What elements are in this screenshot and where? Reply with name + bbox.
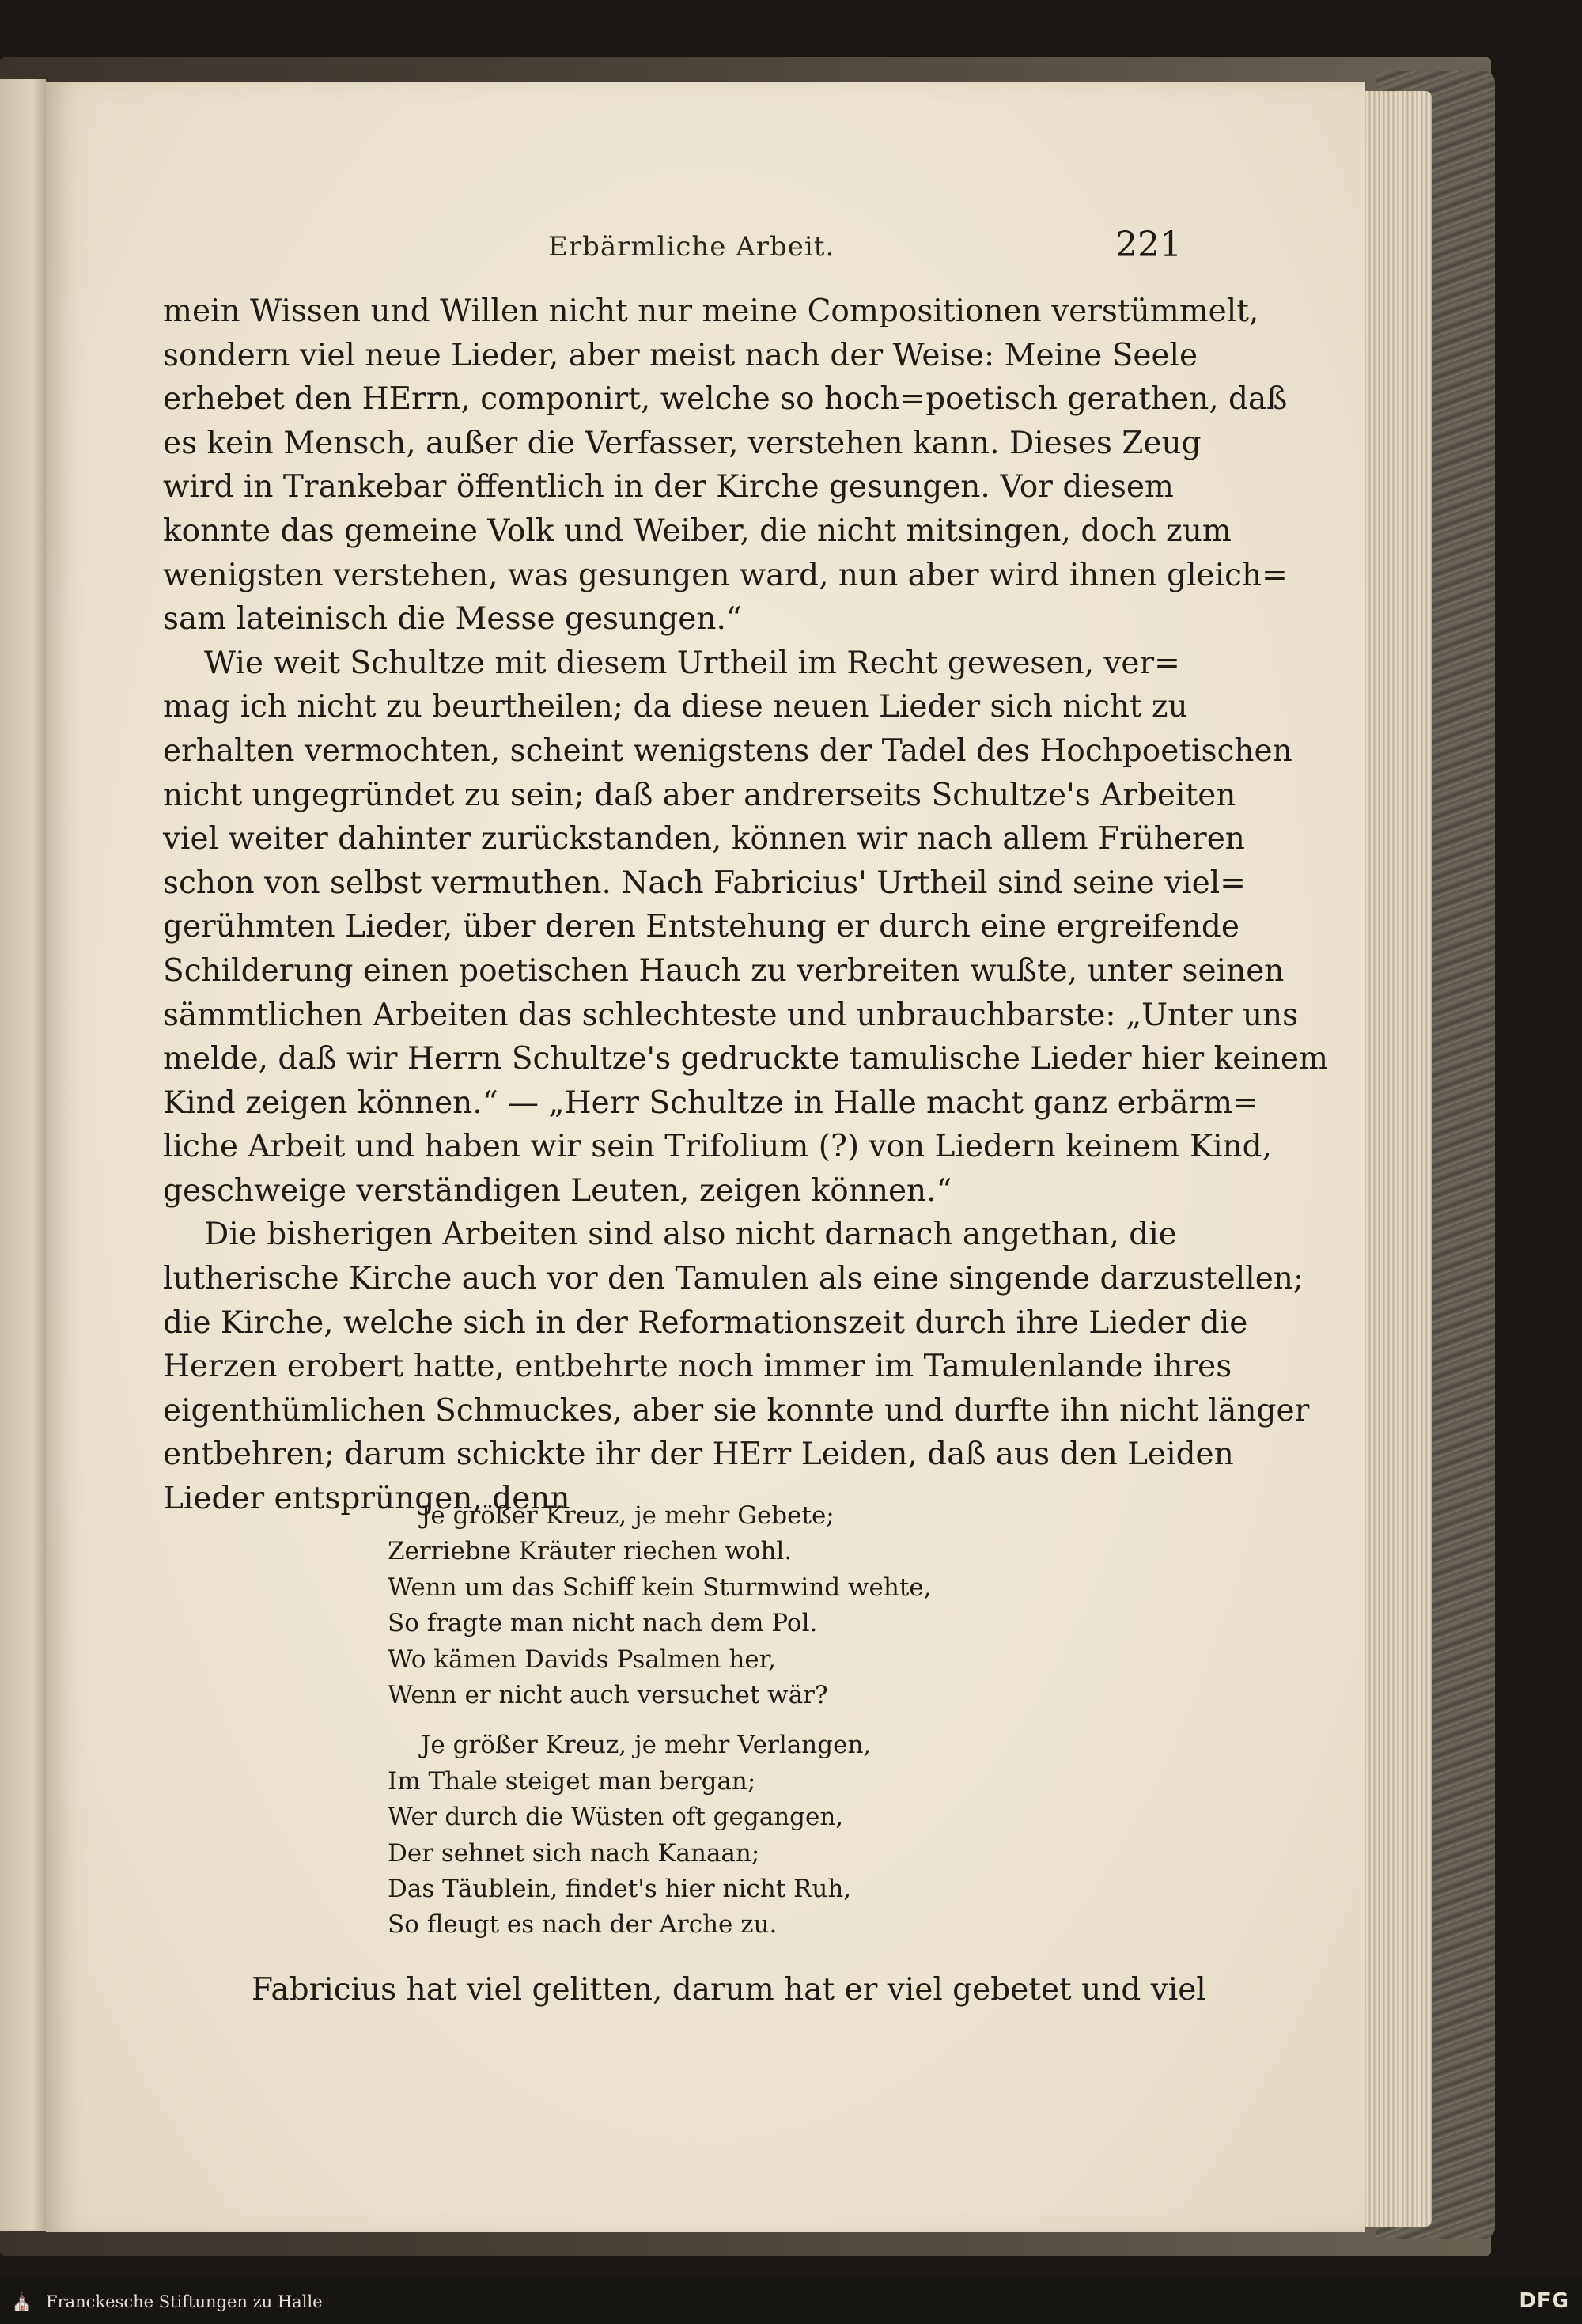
text-line: Fabricius hat viel gelitten, darum hat er viel gebetet und viel	[252, 1972, 1206, 2008]
text-line: schon von selbst vermuthen. Nach Fabricius' Urtheil sind seine viel=	[163, 865, 1246, 901]
text-line: gerühmten Lieder, über deren Entstehung er durch eine ergreifende	[163, 909, 1239, 945]
text-line: melde, daß wir Herrn Schultze's gedruckte tamulische Lieder hier keinem	[163, 1041, 1328, 1077]
text-line: nicht ungegründet zu sein; daß aber andrerseits Schultze's Arbeiten	[163, 777, 1236, 813]
text-line: Die bisherigen Arbeiten sind also nicht darnach angethan, die	[204, 1217, 1177, 1253]
facing-page-edge	[0, 79, 46, 2231]
verse-line: Wenn um das Schiff kein Sturmwind wehte,	[388, 1573, 932, 1602]
verse-line: Im Thale steiget man bergan;	[388, 1766, 756, 1796]
verse-line: Je größer Kreuz, je mehr Gebete;	[421, 1501, 835, 1530]
text-line: eigenthümlichen Schmuckes, aber sie konnte und durfte ihn nicht länger	[163, 1392, 1310, 1429]
verse-line: Das Täublein, findet's hier nicht Ruh,	[388, 1875, 852, 1904]
text-line: entbehren; darum schickte ihr der HErr Leiden, daß aus den Leiden	[163, 1436, 1234, 1473]
verse-line: So fragte man nicht nach dem Pol.	[388, 1609, 818, 1638]
text-line: wird in Trankebar öffentlich in der Kirche gesungen. Vor diesem	[163, 469, 1174, 505]
poem-stanza	[388, 1728, 989, 1943]
text-line: lutherische Kirche auch vor den Tamulen als eine singende darzustellen;	[163, 1261, 1304, 1297]
verse-line: Je größer Kreuz, je mehr Verlangen,	[421, 1731, 872, 1760]
footer-bar	[0, 2278, 1582, 2324]
verse-line: So fleugt es nach der Arche zu.	[388, 1910, 778, 1940]
verse-line: Zerriebne Kräuter riechen wohl.	[388, 1537, 793, 1566]
poem-stanza	[388, 1498, 989, 1713]
poem	[388, 1498, 989, 1944]
text-line: geschweige verständigen Leuten, zeigen können.“	[163, 1172, 952, 1209]
text-line: sämmtlichen Arbeiten das schlechteste und unbrauchbarste: „Unter uns	[163, 997, 1299, 1033]
text-line: mein Wissen und Willen nicht nur meine Compositionen verstümmelt,	[163, 293, 1259, 329]
page-stack-edges	[1357, 91, 1432, 2227]
text-line: mag ich nicht zu beurtheilen; da diese neuen Lieder sich nicht zu	[163, 689, 1188, 725]
text-line: es kein Mensch, außer die Verfasser, verstehen kann. Dieses Zeug	[163, 425, 1202, 461]
page-number: 221	[1115, 225, 1182, 265]
verse-line: Wer durch die Wüsten oft gegangen,	[388, 1803, 844, 1832]
text-line: Kind zeigen können.“ — „Herr Schultze in Halle macht ganz erbärm=	[163, 1084, 1258, 1121]
verse-line: Der sehnet sich nach Kanaan;	[388, 1838, 760, 1868]
text-line: Herzen erobert hatte, entbehrte noch immer im Tamulenlande ihres	[163, 1349, 1232, 1385]
institution-name: Franckesche Stiftungen zu Halle	[46, 2292, 323, 2311]
verse-line: Wenn er nicht auch versuchet wär?	[388, 1681, 828, 1710]
text-line: Wie weit Schultze mit diesem Urtheil im Recht gewesen, ver=	[204, 645, 1180, 681]
text-line: sam lateinisch die Messe gesungen.“	[163, 601, 742, 638]
verse-line: Wo kämen Davids Psalmen her,	[388, 1645, 776, 1674]
text-line: wenigsten verstehen, was gesungen ward, nun aber wird ihnen gleich=	[163, 557, 1288, 593]
running-head: Erbärmliche Arbeit.	[548, 231, 835, 263]
text-line: sondern viel neue Lieder, aber meist nach der Weise: Meine Seele	[163, 337, 1198, 373]
text-line: erhalten vermochten, scheint wenigstens der Tadel des Hochpoetischen	[163, 732, 1292, 769]
text-line: erhebet den HErrn, componirt, welche so hoch=poetisch gerathen, daß	[163, 381, 1288, 418]
institution-logo-icon: ⛪	[11, 2292, 33, 2312]
text-line: viel weiter dahinter zurückstanden, können wir nach allem Früheren	[163, 821, 1245, 857]
text-line: die Kirche, welche sich in der Reformationszeit durch ihre Lieder die	[163, 1304, 1248, 1341]
text-line: liche Arbeit und haben wir sein Trifolium (?) von Liedern keinem Kind,	[163, 1129, 1273, 1165]
text-line: konnte das gemeine Volk und Weiber, die nicht mitsingen, doch zum	[163, 513, 1232, 549]
text-line: Schilderung einen poetischen Hauch zu verbreiten wußte, unter seinen	[163, 952, 1285, 989]
funder-logo: DFG	[1519, 2289, 1569, 2313]
body-text	[163, 290, 1328, 1521]
text-line: Lieder entsprüngen, denn	[163, 1481, 570, 1517]
